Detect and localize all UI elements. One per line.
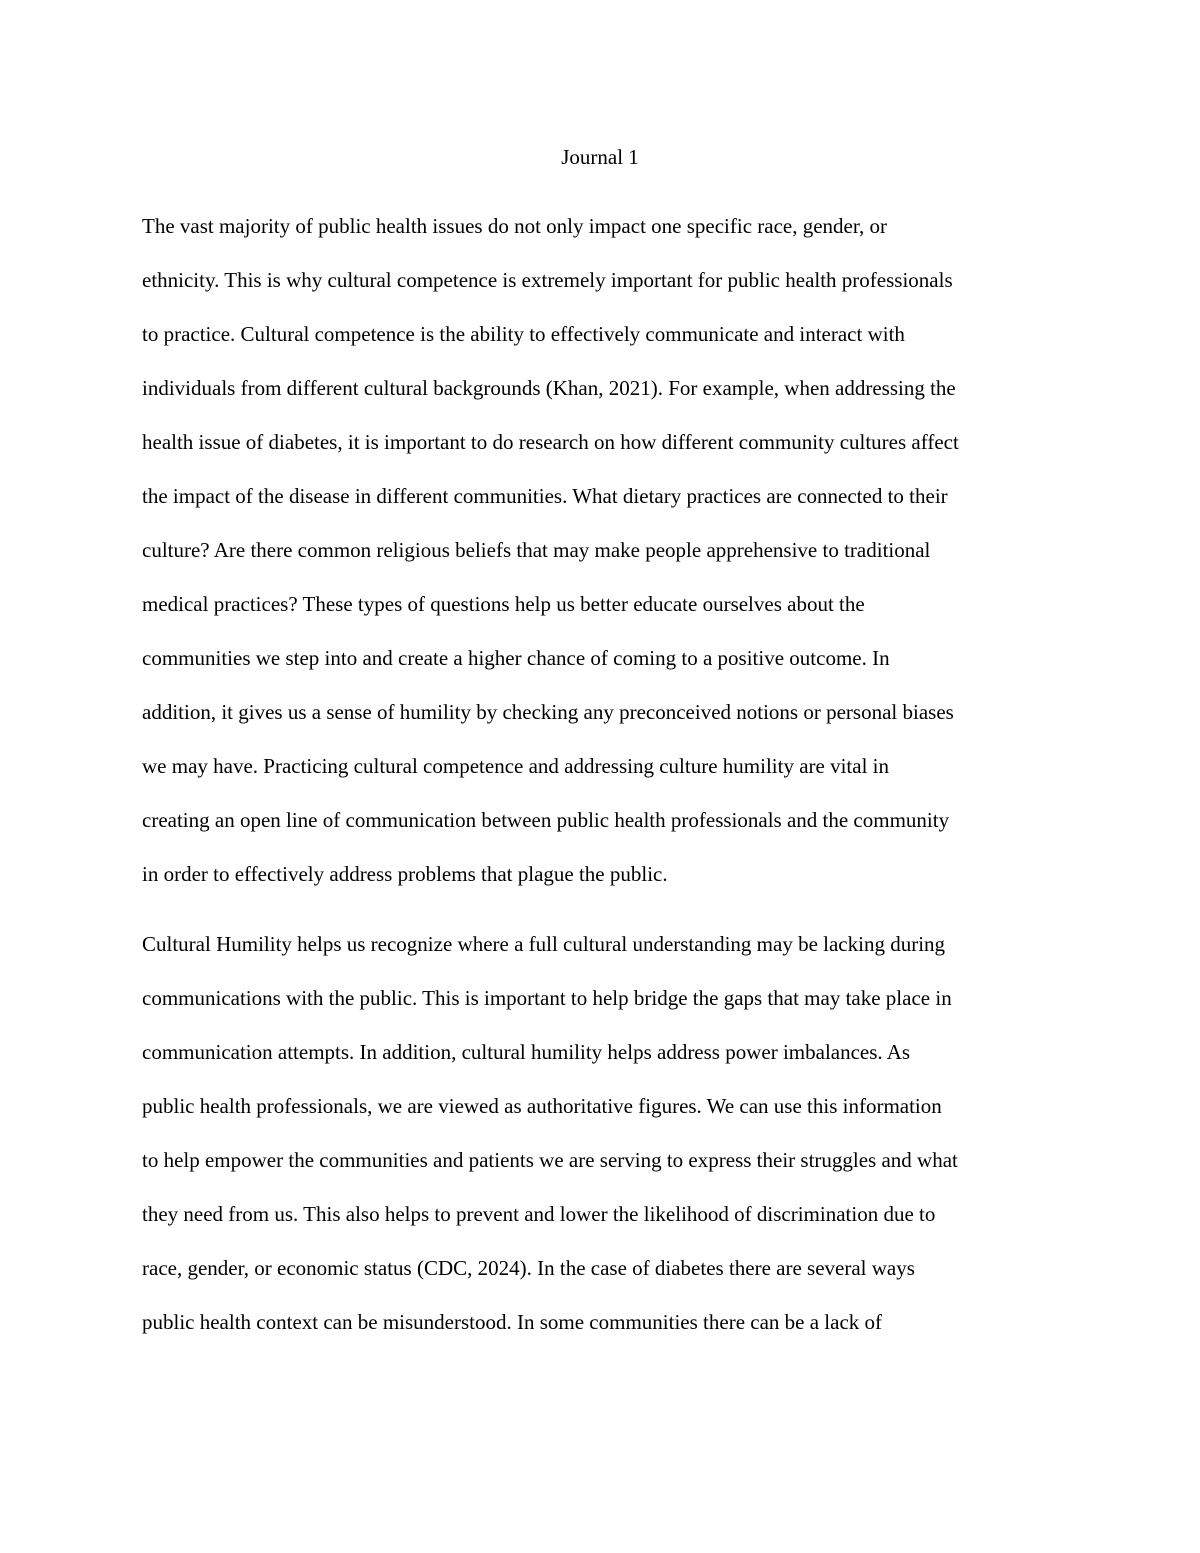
paragraph-1-line: ethnicity. This is why cultural competence is extremely important for public health professionals [142, 268, 953, 292]
paragraph-2-line: race, gender, or economic status (CDC, 2024). In the case of diabetes there are several ways [142, 1256, 915, 1280]
paragraph-1-line: creating an open line of communication between public health professionals and the community [142, 808, 950, 832]
paragraph-1-line: in order to effectively address problems that plague the public. [142, 862, 668, 886]
document-title: Journal 1 [561, 145, 639, 169]
paragraph-2-line: communication attempts. In addition, cultural humility helps address power imbalances. As [142, 1040, 911, 1064]
paragraph-1-line: to practice. Cultural competence is the ability to effectively communicate and interact with [142, 322, 905, 346]
paragraph-2-line: Cultural Humility helps us recognize where a full cultural understanding may be lacking during [142, 932, 946, 956]
paragraph-1-line: we may have. Practicing cultural competence and addressing culture humility are vital in [142, 754, 889, 778]
paragraph-1-line: the impact of the disease in different communities. What dietary practices are connected to their [142, 484, 948, 508]
paragraph-1-line: health issue of diabetes, it is important to do research on how different community cultures affect [142, 430, 959, 454]
paragraph-1-line: The vast majority of public health issues do not only impact one specific race, gender, or [142, 214, 888, 238]
paragraph-1-line: addition, it gives us a sense of humility by checking any preconceived notions or personal biases [142, 700, 954, 724]
paragraph-1-line: medical practices? These types of questions help us better educate ourselves about the [142, 592, 865, 616]
paragraph-2-line: public health professionals, we are viewed as authoritative figures. We can use this information [142, 1094, 942, 1118]
paragraph-2-line: public health context can be misunderstood. In some communities there can be a lack of [142, 1310, 883, 1334]
paragraph-2-line: to help empower the communities and patients we are serving to express their struggles and what [142, 1148, 958, 1172]
paragraph-1-line: communities we step into and create a higher chance of coming to a positive outcome. In [142, 646, 890, 670]
paragraph-1-line: culture? Are there common religious beliefs that may make people apprehensive to traditional [142, 538, 931, 562]
paragraph-2-line: communications with the public. This is important to help bridge the gaps that may take place in [142, 986, 952, 1010]
paragraph-2-line: they need from us. This also helps to prevent and lower the likelihood of discrimination due to [142, 1202, 936, 1226]
paragraph-1-line: individuals from different cultural backgrounds (Khan, 2021). For example, when addressing the [142, 376, 956, 400]
